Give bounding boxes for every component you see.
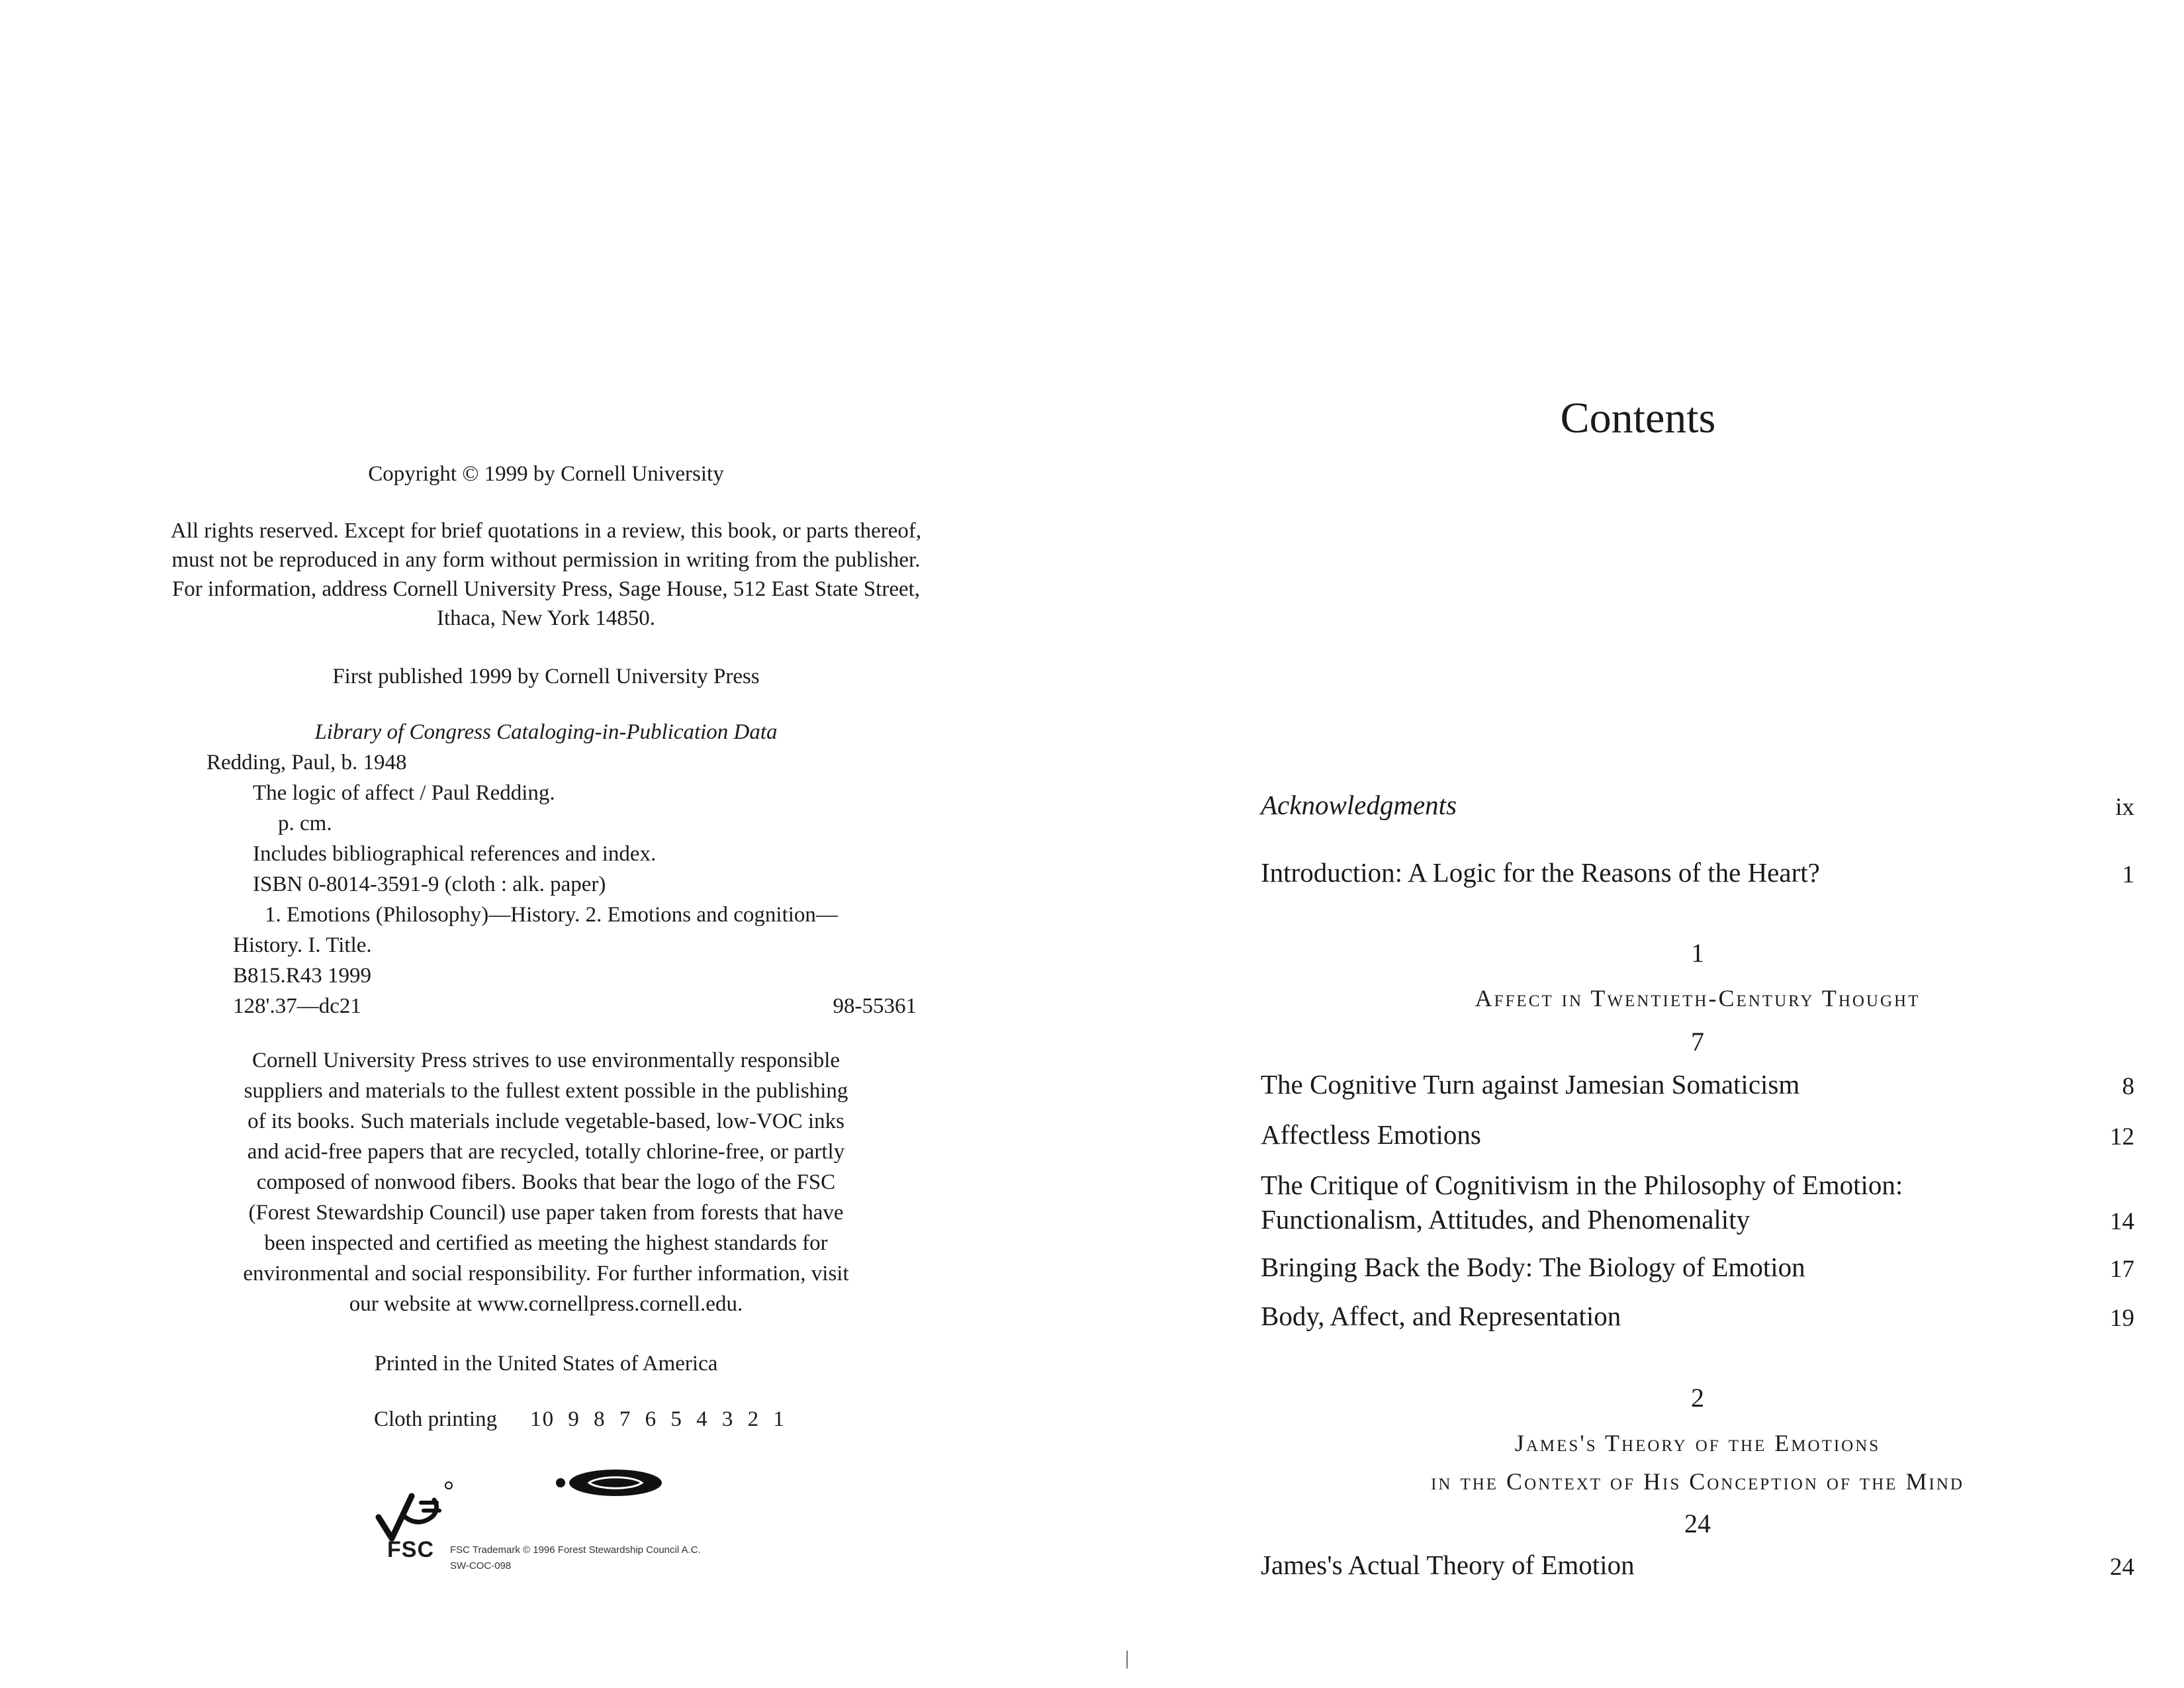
chapter-2-start-page: 24 [1684, 1509, 1711, 1538]
environment-line-6: (Forest Stewardship Council) use paper taken from forests that have [248, 1201, 844, 1225]
toc-section[interactable] [1261, 1250, 2134, 1284]
toc-section-page: 12 [2110, 1123, 2134, 1150]
rights-line-4: Ithaca, New York 14850. [437, 606, 655, 630]
cip-title: The logic of affect / Paul Redding. [253, 781, 555, 805]
environment-line-1: Cornell University Press strives to use environmentally responsible [251, 1049, 841, 1072]
chapter-2-title-line-2[interactable]: in the Context of His Conception of the Mind [1431, 1468, 1964, 1495]
fsc-fine-line-1: FSC Trademark © 1996 Forest Stewardship Council A.C. [450, 1544, 701, 1556]
printing-label: Cloth printing [374, 1407, 498, 1431]
toc-section[interactable] [1261, 1067, 2134, 1102]
chapter-2-title-line-1[interactable]: James's Theory of the Emotions [1514, 1430, 1881, 1456]
toc-entry-introduction[interactable] [1261, 855, 2134, 890]
chapter-1-title[interactable]: Affect in Twentieth-Century Thought [1475, 985, 1921, 1011]
cip-subjects-cont: History. I. Title. [233, 933, 372, 957]
cip-heading: Library of Congress Cataloging-in-Publication Data [314, 720, 778, 744]
copyright-notice: Copyright © 1999 by Cornell University [368, 462, 724, 486]
environment-line-3: of its books. Such materials include vegetable-based, low-VOC inks [248, 1109, 844, 1133]
environment-line-4: and acid-free papers that are recycled, totally chlorine-free, or partly [247, 1140, 845, 1164]
cip-lccn: 98-55361 [833, 994, 917, 1018]
toc-section[interactable] [1261, 1299, 2134, 1333]
toc-section-page: 24 [2110, 1554, 2134, 1581]
fsc-label: FSC [387, 1537, 434, 1562]
cip-isbn: ISBN 0-8014-3591-9 (cloth : alk. paper) [253, 872, 606, 896]
toc-section-title: Affectless Emotions [1261, 1119, 1481, 1150]
fsc-fine-line-2: SW-COC-098 [450, 1560, 512, 1571]
toc-entry-title: Acknowledgments [1261, 790, 1457, 820]
chapter-1-number: 1 [1691, 938, 1704, 968]
cip-subjects: 1. Emotions (Philosophy)—History. 2. Emotions and cognition— [265, 903, 838, 927]
environment-line-5: composed of nonwood fibers. Books that bear the logo of the FSC [256, 1170, 836, 1194]
cip-bibliography: Includes bibliographical references and index. [253, 842, 657, 866]
toc-entry-page: ix [2115, 794, 2134, 821]
recycled-paper-icon [553, 1466, 665, 1499]
environment-line-8: environmental and social responsibility. For further information, visit [243, 1262, 849, 1286]
toc-section[interactable] [1261, 1117, 2134, 1152]
rights-line-2: must not be reproduced in any form without permission in writing from the publisher. [171, 548, 921, 572]
toc-entry-acknowledgments[interactable] [1261, 788, 2134, 822]
rights-line-1: All rights reserved. Except for brief quotations in a review, this book, or parts thereof, [170, 519, 922, 543]
toc-section[interactable] [1261, 1168, 2134, 1237]
first-published: First published 1999 by Cornell University Press [332, 665, 760, 688]
environment-line-7: been inspected and certified as meeting the highest standards for [264, 1231, 828, 1255]
toc-section-title: Bringing Back the Body: The Biology of Emotion [1261, 1252, 1805, 1282]
chapter-2-number: 2 [1691, 1383, 1704, 1413]
toc-section-page: 8 [2122, 1073, 2134, 1100]
toc-section-page: 14 [2110, 1208, 2134, 1235]
toc-section-title: The Cognitive Turn against Jamesian Somaticism [1261, 1069, 1800, 1100]
toc-entry-title: Introduction: A Logic for the Reasons of the Heart? [1261, 857, 1820, 888]
contents-title: Contents [1560, 394, 1716, 442]
toc-section[interactable] [1261, 1548, 2134, 1582]
toc-section-title: Body, Affect, and Representation [1261, 1301, 1621, 1331]
fsc-fine-print [450, 1542, 701, 1574]
toc-section-title: The Critique of Cognitivism in the Philosophy of Emotion: Functionalism, Attitudes, and Phenomenality [1261, 1170, 1903, 1235]
printing-numbers: 10 9 8 7 6 5 4 3 2 1 [530, 1407, 786, 1431]
cip-dewey: 128'.37—dc21 [233, 994, 361, 1018]
toc-section-page: 19 [2110, 1305, 2134, 1332]
rights-line-3: For information, address Cornell University Press, Sage House, 512 East State Street, [171, 577, 921, 601]
environment-line-2: suppliers and materials to the fullest extent possible in the publishing [244, 1079, 848, 1103]
gutter-scan-mark: | [1125, 1647, 1130, 1669]
toc-section-page: 17 [2110, 1256, 2134, 1283]
printed-in: Printed in the United States of America [374, 1352, 718, 1376]
cip-call-number: B815.R43 1999 [233, 964, 372, 988]
environment-line-9: our website at www.cornellpress.cornell.edu. [349, 1292, 743, 1316]
chapter-1-start-page: 7 [1691, 1027, 1704, 1056]
toc-section-title: James's Actual Theory of Emotion [1261, 1550, 1635, 1580]
printing-line [374, 1405, 786, 1434]
contents-page [1092, 0, 2184, 1688]
cip-author: Redding, Paul, b. 1948 [206, 751, 407, 774]
toc-entry-page: 1 [2122, 861, 2134, 888]
cip-pagination: p. cm. [278, 812, 332, 835]
